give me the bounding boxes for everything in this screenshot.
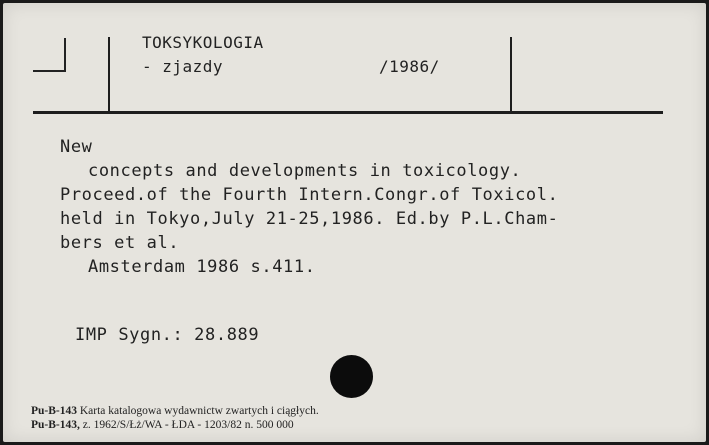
subject-year: /1986/ [379,57,440,76]
entry-line-1: New [60,137,93,157]
bibliographic-entry [60,135,558,279]
entry-line-2: concepts and developments in toxicology. [88,161,522,181]
header-divider-right [510,37,512,111]
punch-hole [330,355,373,398]
corner-mark-vertical [64,38,66,72]
call-number: IMP Sygn.: 28.889 [75,325,260,345]
subject-subheading: - zjazdy [142,57,224,76]
entry-line-3: Proceed.of the Fourth Intern.Congr.of Toxicol. [60,185,559,205]
entry-line-6: Amsterdam 1986 s.411. [88,257,316,277]
footer-text-2: z. 1962/S/Łż/WA - ŁDA - 1203/82 n. 500 000 [82,419,294,431]
header-rule [33,111,663,114]
entry-line-4: held in Tokyo,July 21-25,1986. Ed.by P.L.Cham- [60,209,559,229]
header-divider-left [108,37,110,111]
footer-code-2: Pu-B-143, [31,419,80,431]
card-footer [31,404,319,432]
footer-code-1: Pu-B-143 [31,405,77,417]
entry-line-5: bers et al. [60,233,180,253]
subject-heading: TOKSYKOLOGIA [142,33,264,52]
catalog-card [3,3,706,442]
footer-text-1: Karta katalogowa wydawnictw zwartych i ciągłych. [79,405,319,417]
corner-mark-horizontal [33,70,66,72]
